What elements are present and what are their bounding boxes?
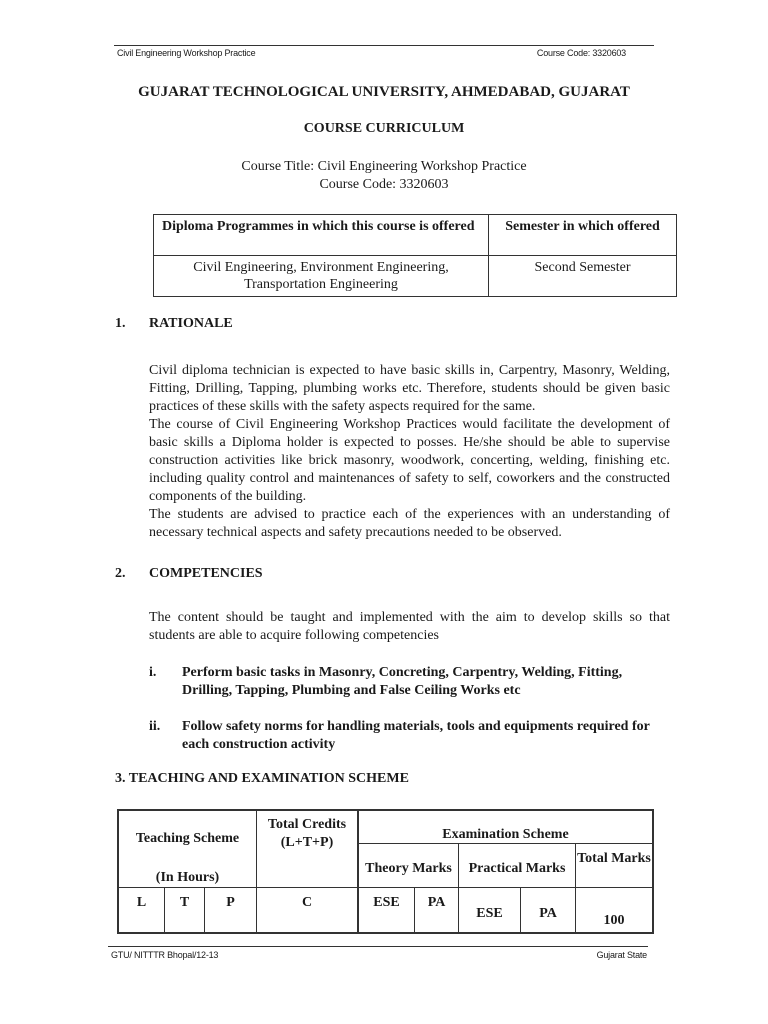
theory-ese-label: ESE [373,895,400,910]
competency-numeral: i. [149,665,157,680]
total-marks-value: 100 [603,913,625,928]
practical-ese-label: ESE [476,906,503,921]
tutorial-label: T [179,895,190,910]
rationale-paragraph-2: The course of Civil Engineering Workshop Practices would facilitate the development of basic skills a Diploma holder is expected to posses. He/she should be able to supervise construction activities like brick masonry, woodwork, concerting, welding, finishing etc. including quality control and maintenances of safety to self, coworkers and the constructed components of the building. [149,417,670,504]
credits-label: C [301,895,313,910]
table-divider [357,843,652,844]
competencies-intro: The content should be taught and implemented with the aim to develop skills so that students are able to acquire following competencies [149,610,670,643]
competency-item [149,664,670,700]
in-hours-label: (In Hours) [155,870,220,885]
rationale-body [149,362,670,542]
programme-table-header-row [154,215,677,256]
rationale-number: 1. [115,316,126,331]
scheme-table [117,809,654,934]
table-divider [119,887,652,888]
competencies-number: 2. [115,566,126,581]
programme-table-row [154,256,677,297]
programme-table [153,214,677,297]
rationale-paragraph-3: The students are advised to practice each of the experiences with an understanding of necessary technical aspects and safety precautions needed to be observed. [149,507,670,540]
footer-right: Gujarat State [596,950,647,960]
programme-header: Diploma Programmes in which this course is offered [154,215,489,256]
competency-text: Follow safety norms for handling materials, tools and equipments required for each construction activity [182,719,650,752]
header-rule [114,45,654,46]
scheme-heading: 3. TEACHING AND EXAMINATION SCHEME [115,771,409,786]
footer-left: GTU/ NITTTR Bhopal/12-13 [111,950,219,960]
course-code: Course Code: 3320603 [319,177,449,192]
competency-item [149,718,670,754]
semester-value: Second Semester [489,256,677,297]
programme-value: Civil Engineering, Environment Engineering, Transportation Engineering [154,256,489,297]
header-course-code: Course Code: 3320603 [536,48,626,58]
course-title: Course Title: Civil Engineering Workshop Practice [241,159,527,174]
theory-pa-label: PA [427,895,446,910]
total-marks-label: Total Marks [577,851,651,866]
competency-text: Perform basic tasks in Masonry, Concreting, Carpentry, Welding, Fitting, Drilling, Tapping, Plumbing and False Ceiling Works etc [182,665,623,698]
semester-header: Semester in which offered [489,215,677,256]
exam-scheme-label: Examination Scheme [442,827,569,842]
teaching-scheme-label: Teaching Scheme [135,831,240,846]
competencies-heading [115,566,263,582]
curriculum-title: COURSE CURRICULUM [303,121,465,136]
practical-marks-label: Practical Marks [468,861,566,876]
rationale-heading [115,316,233,332]
competencies-title: COMPETENCIES [149,566,263,581]
rationale-title: RATIONALE [149,316,233,331]
practical-pa-label: PA [539,906,557,921]
rationale-paragraph-1: Civil diploma technician is expected to have basic skills in, Carpentry, Masonry, Welding, Fitting, Drilling, Tapping, plumbing works etc. Therefore, students should be given basic practices of these skills with the safety aspects required for the same. [149,363,670,414]
ltp-label: (L+T+P) [280,835,334,850]
header-course-name: Civil Engineering Workshop Practice [117,48,256,58]
footer-rule [108,946,648,947]
competency-numeral: ii. [149,719,161,734]
theory-marks-label: Theory Marks [365,861,452,876]
university-title: GUJARAT TECHNOLOGICAL UNIVERSITY, AHMEDABAD, GUJARAT [138,84,630,100]
total-credits-label: Total Credits [267,817,347,832]
lecture-label: L [136,895,147,910]
practical-label: P [226,895,235,910]
